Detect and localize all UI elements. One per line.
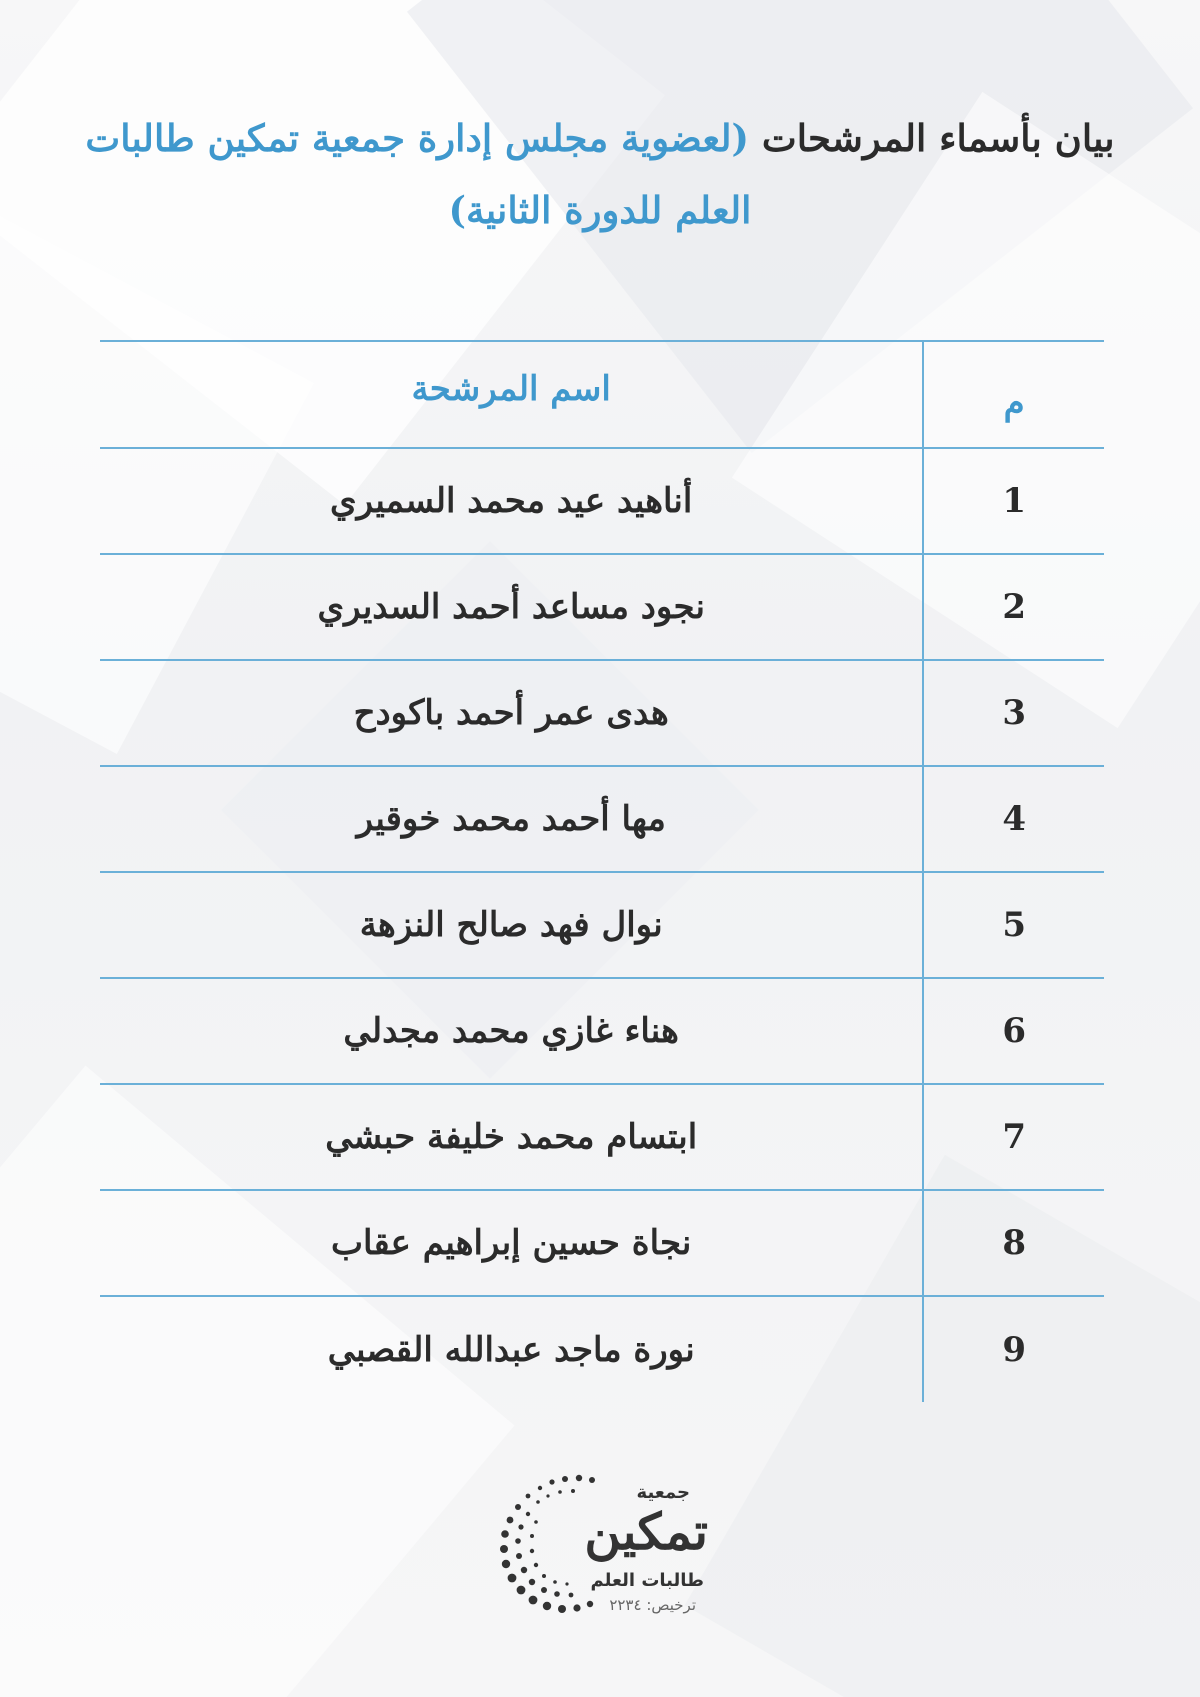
table-row [100,1084,1104,1190]
row-number: 4 [923,766,1104,872]
row-number: 6 [923,978,1104,1084]
candidate-name: هناء غازي محمد مجدلي [343,1011,679,1051]
row-number: 1 [923,448,1104,554]
row-number: 2 [923,554,1104,660]
candidate-name: أناهيد عيد محمد السميري [330,481,693,521]
row-number: 7 [923,1084,1104,1190]
logo-subtitle-text: طالبات العلم [590,1570,704,1591]
candidate-name: ابتسام محمد خليفة حبشي [325,1117,698,1157]
table-row [100,1296,1104,1402]
row-number: 9 [923,1296,1104,1402]
table-row [100,766,1104,872]
table-row [100,978,1104,1084]
candidates-table [100,340,1104,1402]
header-name-label: اسم المرشحة [411,368,611,409]
page-title [70,102,1130,246]
candidate-name: نجود مساعد أحمد السديري [317,587,705,627]
row-number: 5 [923,872,1104,978]
candidate-name: نوال فهد صالح النزهة [359,905,663,945]
header-cell-name [100,341,923,448]
header-cell-number [923,341,1104,448]
candidate-name: هدى عمر أحمد باكودح [353,693,669,733]
logo-name-text: تمكين [584,1502,708,1561]
title-main: بيان بأسماء المرشحات [761,116,1115,160]
table-row [100,872,1104,978]
table-row [100,554,1104,660]
logo-license-text: ترخيص: ٢٢٣٤ [609,1596,696,1614]
candidate-name: نورة ماجد عبدالله القصبي [327,1329,695,1370]
organization-logo [490,1470,720,1630]
logo-prefix-text: جمعية [636,1482,690,1503]
title-subtitle: (لعضوية مجلس إدارة جمعية تمكين طالبات العلم للدورة الثانية) [85,116,752,232]
header-number-label: م [1003,382,1025,423]
table-row [100,660,1104,766]
table-row [100,1190,1104,1296]
row-number: 8 [923,1190,1104,1296]
candidate-name: مها أحمد محمد خوقير [356,799,666,839]
row-number: 3 [923,660,1104,766]
candidate-name: نجاة حسين إبراهيم عقاب [331,1223,692,1263]
table-header-row [100,341,1104,448]
table-row [100,448,1104,554]
